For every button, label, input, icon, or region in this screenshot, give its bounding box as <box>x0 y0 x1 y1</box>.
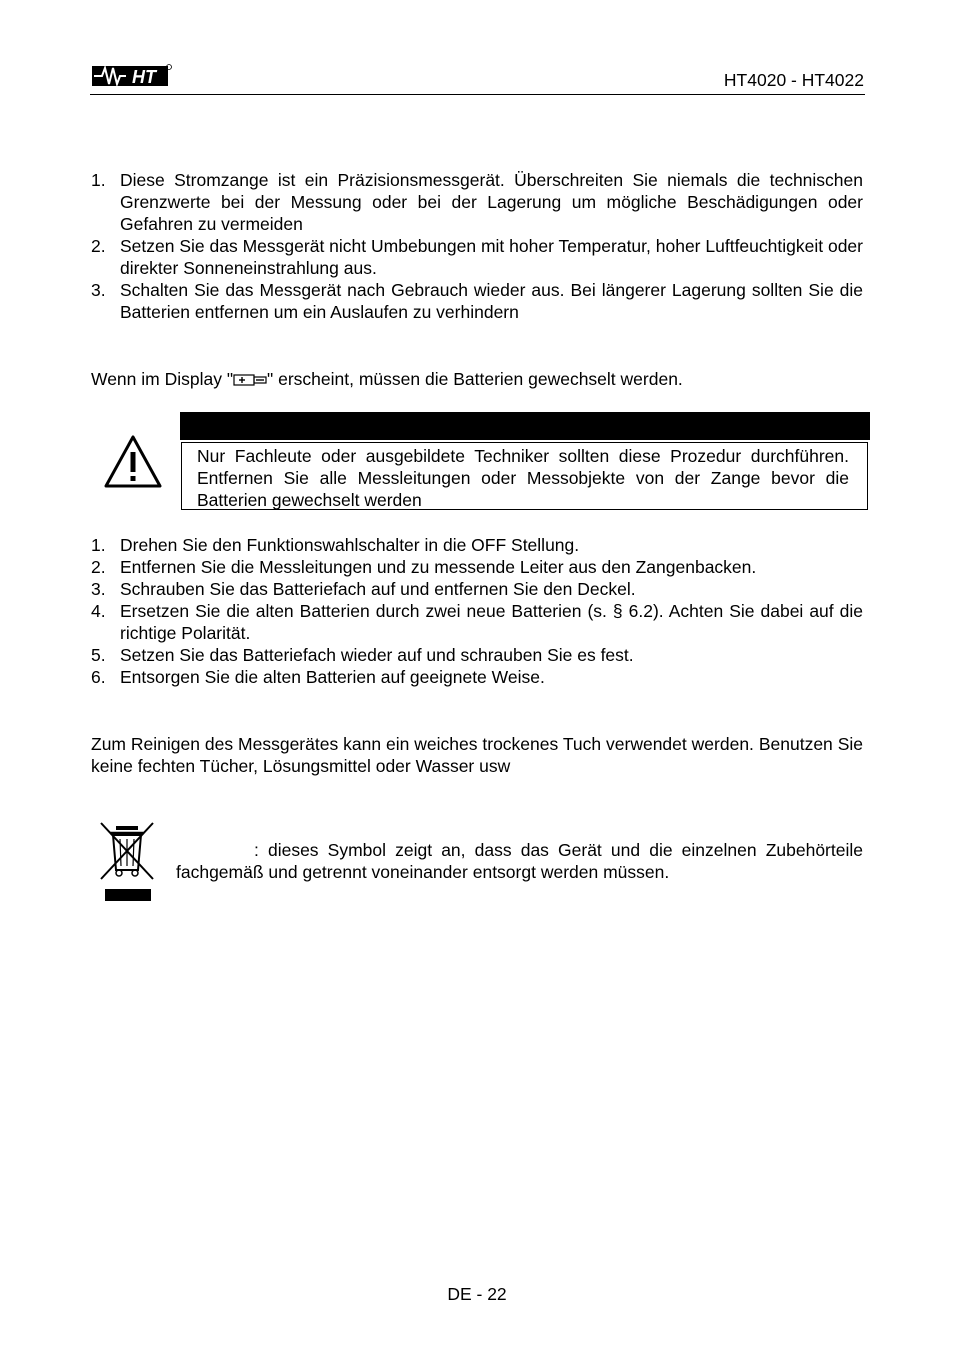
ht-logo-icon <box>92 62 172 88</box>
care-list <box>91 169 863 323</box>
logo-text: HT <box>132 67 156 87</box>
warning-header-bar <box>180 412 870 440</box>
list-item: 1. Drehen Sie den Funktionswahlschalter in die OFF Stellung. <box>91 535 580 555</box>
header-divider <box>90 94 865 95</box>
list-item: 1. Diese Stromzange ist ein Präzisionsmessgerät. Überschreiten Sie niemals die technischen Grenzwerte bei der Messung oder bei der Lagerung um mögliche Beschädigungen oder Gefahren zu vermeiden <box>91 170 863 234</box>
replace-list <box>91 534 863 688</box>
page-number: DE - 22 <box>447 1284 507 1304</box>
battery-notice: Wenn im Display " " erscheint, müssen die Batterien gewechselt werden. <box>91 369 683 389</box>
list-item: 2. Setzen Sie das Messgerät nicht Umbebungen mit hoher Temperatur, hoher Luftfeuchtigkeit oder direkter Sonneneinstrahlung aus. <box>91 236 863 278</box>
disposal-paragraph: : dieses Symbol zeigt an, dass das Gerät und die einzelnen Zubehörteile fachgemäß und getrennt voneinander entsorgt werden müssen. <box>176 840 863 882</box>
list-item: 6. Entsorgen Sie die alten Batterien auf geeignete Weise. <box>91 667 545 687</box>
list-item: 5. Setzen Sie das Batteriefach wieder auf und schrauben Sie es fest. <box>91 645 634 665</box>
warning-text: Nur Fachleute oder ausgebildete Techniker sollten diese Prozedur durchführen. Entfernen Sie alle Messleitungen oder Messobjekte von der Zange bevor die Batterien gewechselt werden <box>197 446 849 510</box>
warning-box <box>181 442 868 510</box>
weee-bin-icon <box>98 820 156 904</box>
list-item: 2. Entfernen Sie die Messleitungen und zu messende Leiter aus den Zangenbacken. <box>91 557 757 577</box>
model-name: HT4020 - HT4022 <box>723 70 864 90</box>
list-item: 4. Ersetzen Sie die alten Batterien durch zwei neue Batterien (s. § 6.2). Achten Sie dabei auf die richtige Polarität. <box>91 601 863 643</box>
list-item: 3. Schrauben Sie das Batteriefach auf und entfernen Sie den Deckel. <box>91 579 636 599</box>
list-item: 3. Schalten Sie das Messgerät nach Gebrauch wieder aus. Bei längerer Lagerung sollten Sie die Batterien entfernen um ein Auslaufen zu verhindern <box>91 280 863 322</box>
cleaning-paragraph: Zum Reinigen des Messgerätes kann ein weiches trockenes Tuch verwendet werden. Benutzen Sie keine fechten Tücher, Lösungsmittel oder Wasser usw <box>91 734 863 776</box>
battery-low-icon <box>233 373 267 387</box>
warning-triangle-icon <box>104 435 162 488</box>
